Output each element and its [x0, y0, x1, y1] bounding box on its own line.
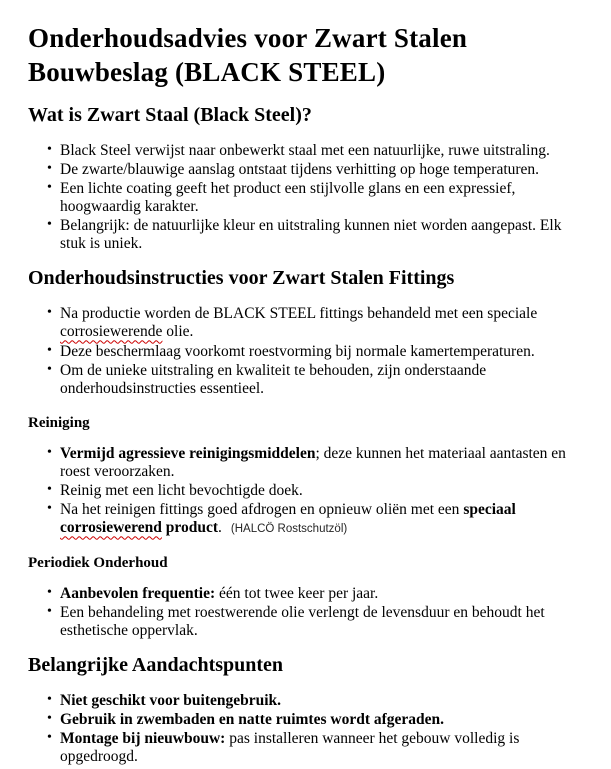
text-run: één tot twee keer per jaar.: [215, 584, 379, 602]
section-heading: Onderhoudsinstructies voor Zwart Stalen Fittings: [28, 267, 455, 290]
list-item: [28, 711, 583, 729]
list-item: [28, 692, 583, 710]
list-item-text: [60, 445, 583, 481]
list-item: [28, 142, 583, 160]
list-item: [28, 585, 583, 603]
bullet-list: [28, 142, 583, 254]
text-run: pas installeren wanneer het gebouw volledig is opgedroogd.: [60, 730, 520, 766]
list-item-text: [60, 604, 583, 640]
list-item-text: [60, 711, 583, 729]
bullet-marker: •: [47, 482, 52, 498]
bullet-marker: •: [47, 584, 52, 600]
list-item: [28, 362, 583, 398]
list-item: [28, 305, 583, 341]
text-run: corrosiewerend: [60, 519, 162, 537]
bullet-marker: •: [47, 730, 52, 746]
bullet-marker: •: [47, 141, 52, 157]
section-heading: Belangrijke Aandachtspunten: [28, 653, 284, 676]
sub-section-heading: Periodiek Onderhoud: [28, 554, 168, 571]
list-item: [28, 445, 583, 481]
text-run: Gebruik in zwembaden en natte ruimtes wordt afgeraden.: [60, 711, 445, 728]
bullet-marker: •: [47, 342, 52, 358]
bullet-marker: •: [47, 361, 52, 377]
text-run: speciaal: [463, 501, 516, 519]
list-item: [28, 501, 583, 537]
bullet-marker: •: [47, 217, 52, 232]
bullet-marker: •: [47, 160, 52, 176]
text-run: Aanbevolen frequentie:: [60, 584, 216, 602]
text-run: De zwarte/blauwige aanslag ontstaat tijdens verhitting op hoge temperaturen.: [60, 160, 540, 178]
text-run: Een behandeling met roestwerende olie verlengt de levensduur en behoudt het esthetische oppervlak.: [60, 603, 545, 639]
bullet-marker: •: [47, 603, 52, 619]
list-item: [28, 217, 583, 253]
text-run: Vermijd agressieve reinigingsmiddelen: [60, 444, 316, 462]
text-run: Na productie worden de BLACK STEEL fittings behandeld met een speciale: [60, 305, 538, 323]
text-run: Black Steel verwijst naar onbewerkt staal met een natuurlijke, ruwe uitstraling.: [60, 141, 550, 159]
bullet-list: [28, 305, 583, 398]
bullet-marker: •: [47, 501, 52, 517]
bullet-marker: •: [47, 179, 52, 195]
list-item-text: [60, 585, 583, 603]
text-run: olie.: [162, 323, 194, 341]
bullet-marker: •: [47, 711, 52, 726]
text-run: Deze beschermlaag voorkomt roestvorming bij normale kamertemperaturen.: [60, 342, 535, 360]
section-heading: Wat is Zwart Staal (Black Steel)?: [28, 103, 312, 126]
list-item-text: [60, 362, 583, 398]
text-run: Om de unieke uitstraling en kwaliteit te behouden, zijn onderstaande onderhoudsinstructies essentieel.: [60, 361, 487, 397]
list-item-text: [60, 217, 583, 253]
text-run: product: [161, 519, 219, 537]
list-item-text: [60, 343, 583, 361]
list-item-text: [60, 482, 583, 500]
text-run: Reinig met een licht bevochtigde doek.: [60, 482, 303, 500]
bullet-list: [28, 585, 583, 640]
text-run: Na het reinigen fittings goed afdrogen en opnieuw oliën met een: [60, 501, 464, 519]
bullet-list: [28, 692, 583, 767]
bullet-list: [28, 445, 583, 538]
text-run: ; deze kunnen het materiaal aantasten en roest veroorzaken.: [60, 444, 566, 480]
bullet-marker: •: [47, 305, 52, 321]
text-run: Een lichte coating geeft het product een stijlvolle glans en een expressief, hoogwaardig karakter.: [60, 179, 516, 215]
text-run: Belangrijk: de natuurlijke kleur en uitstraling kunnen niet worden aangepast. Elk stuk is uniek.: [60, 217, 562, 253]
list-item: [28, 343, 583, 361]
list-item: [28, 482, 583, 500]
document-title: Onderhoudsadvies voor Zwart Stalen Bouwbeslag (BLACK STEEL): [28, 23, 468, 87]
list-item: [28, 180, 583, 216]
list-item: [28, 161, 583, 179]
text-run: (HALCÖ Rostschutzöl): [230, 523, 348, 536]
list-item-text: [60, 692, 583, 710]
list-item: [28, 730, 583, 766]
list-item-text: [60, 501, 583, 537]
sub-section-heading: Reiniging: [28, 414, 90, 431]
list-item-text: [60, 305, 583, 341]
text-run: .: [218, 519, 222, 537]
bullet-marker: •: [47, 444, 52, 460]
list-item-text: [60, 142, 583, 160]
text-run: corrosiewerende: [60, 323, 163, 341]
list-item: [28, 604, 583, 640]
bullet-marker: •: [47, 691, 52, 707]
text-run: Niet geschikt voor buitengebruik.: [60, 691, 282, 709]
list-item-text: [60, 180, 583, 216]
list-item-text: [60, 161, 583, 179]
text-run: Montage bij nieuwbouw:: [60, 730, 226, 748]
list-item-text: [60, 730, 583, 766]
